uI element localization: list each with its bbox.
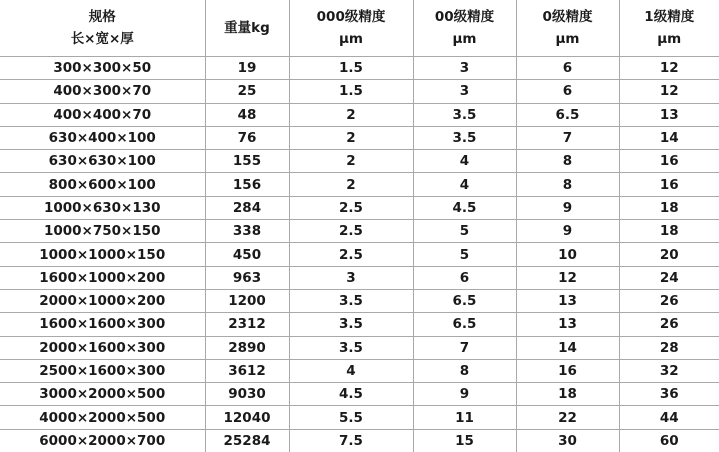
cell-grade-0: 16	[516, 359, 619, 382]
cell-grade-1: 26	[619, 313, 719, 336]
cell-grade-1: 12	[619, 57, 719, 80]
cell-weight: 25284	[205, 429, 289, 452]
table-row	[0, 103, 719, 126]
cell-grade-00: 6	[413, 266, 516, 289]
cell-grade-1: 28	[619, 336, 719, 359]
cell-grade-1: 16	[619, 173, 719, 196]
cell-spec: 1600×1600×300	[0, 313, 205, 336]
header-grade-0	[516, 0, 619, 57]
cell-grade-0: 7	[516, 126, 619, 149]
cell-grade-0: 18	[516, 383, 619, 406]
cell-grade-0: 10	[516, 243, 619, 266]
cell-weight: 12040	[205, 406, 289, 429]
cell-weight: 963	[205, 266, 289, 289]
table-row	[0, 383, 719, 406]
cell-grade-000: 2	[289, 173, 413, 196]
cell-spec: 300×300×50	[0, 57, 205, 80]
header-grade-00-unit: μm	[452, 31, 477, 47]
cell-weight: 9030	[205, 383, 289, 406]
cell-grade-00: 15	[413, 429, 516, 452]
cell-grade-000: 2.5	[289, 220, 413, 243]
cell-spec: 2500×1600×300	[0, 359, 205, 382]
cell-grade-000: 1.5	[289, 57, 413, 80]
cell-grade-0: 30	[516, 429, 619, 452]
cell-grade-00: 7	[413, 336, 516, 359]
header-weight	[205, 0, 289, 57]
cell-grade-000: 1.5	[289, 80, 413, 103]
table-row	[0, 313, 719, 336]
header-grade-000-unit: μm	[338, 31, 363, 47]
cell-grade-00: 3.5	[413, 126, 516, 149]
header-grade-00	[413, 0, 516, 57]
table-row	[0, 80, 719, 103]
header-spec-line1: 规格	[88, 9, 116, 25]
cell-spec: 630×630×100	[0, 150, 205, 173]
cell-grade-1: 32	[619, 359, 719, 382]
cell-grade-1: 44	[619, 406, 719, 429]
cell-grade-1: 60	[659, 432, 679, 449]
cell-grade-000: 5.5	[289, 406, 413, 429]
table-row	[0, 57, 719, 80]
table-row	[0, 336, 719, 359]
cell-grade-0: 13	[516, 313, 619, 336]
cell-weight: 156	[205, 173, 289, 196]
cell-grade-0: 22	[516, 406, 619, 429]
cell-spec: 4000×2000×500	[0, 406, 205, 429]
cell-weight: 1200	[205, 289, 289, 312]
table-row	[0, 266, 719, 289]
cell-weight: 2890	[205, 336, 289, 359]
cell-grade-00: 5	[413, 220, 516, 243]
table-row	[0, 243, 719, 266]
cell-weight: 284	[205, 196, 289, 219]
cell-grade-000: 2	[289, 103, 413, 126]
cell-grade-000: 2	[289, 126, 413, 149]
cell-grade-00: 3.5	[413, 103, 516, 126]
cell-grade-1: 14	[619, 126, 719, 149]
cell-grade-1: 16	[619, 150, 719, 173]
cell-grade-0: 12	[516, 266, 619, 289]
cell-grade-00: 6.5	[413, 313, 516, 336]
cell-grade-00: 3	[413, 80, 516, 103]
cell-grade-00: 3	[413, 57, 516, 80]
cell-grade-0: 9	[516, 196, 619, 219]
cell-spec: 1000×750×150	[0, 220, 205, 243]
cell-grade-1: 20	[619, 243, 719, 266]
cell-weight: 48	[205, 103, 289, 126]
cell-weight: 76	[205, 126, 289, 149]
cell-grade-000: 2.5	[289, 243, 413, 266]
cell-grade-1: 13	[619, 103, 719, 126]
header-row	[0, 0, 719, 57]
header-grade-0-unit: μm	[555, 31, 580, 47]
header-grade-1	[619, 0, 719, 57]
cell-grade-00: 4	[413, 150, 516, 173]
cell-weight: 338	[205, 220, 289, 243]
cell-grade-00: 11	[413, 406, 516, 429]
cell-grade-1: 36	[619, 383, 719, 406]
header-grade-0-label: 0级精度	[542, 9, 593, 25]
table-row	[0, 429, 719, 452]
table-row	[0, 359, 719, 382]
cell-grade-0: 8	[516, 150, 619, 173]
cell-grade-000: 2.5	[289, 196, 413, 219]
cell-weight: 2312	[205, 313, 289, 336]
table-header	[0, 0, 719, 57]
cell-grade-00: 5	[413, 243, 516, 266]
cell-grade-00: 4.5	[413, 196, 516, 219]
cell-grade-000: 3.5	[289, 289, 413, 312]
cell-grade-0: 9	[516, 220, 619, 243]
cell-grade-00: 9	[413, 383, 516, 406]
header-grade-000	[289, 0, 413, 57]
cell-grade-00: 4	[413, 173, 516, 196]
cell-spec: 1600×1000×200	[0, 266, 205, 289]
cell-grade-1: 18	[619, 220, 719, 243]
cell-spec: 1000×630×130	[0, 196, 205, 219]
cell-weight: 25	[205, 80, 289, 103]
cell-spec: 1000×1000×150	[0, 243, 205, 266]
cell-weight: 450	[205, 243, 289, 266]
table-row	[0, 126, 719, 149]
cell-spec: 2000×1600×300	[0, 336, 205, 359]
header-grade-000-label: 000级精度	[316, 9, 386, 25]
header-grade-1-unit: μm	[657, 31, 682, 47]
cell-grade-1: 18	[619, 196, 719, 219]
cell-grade-0: 13	[516, 289, 619, 312]
cell-grade-00: 6.5	[413, 289, 516, 312]
cell-spec: 3000×2000×500	[0, 383, 205, 406]
cell-spec: 400×400×70	[0, 103, 205, 126]
header-spec	[0, 0, 205, 57]
cell-grade-000: 2	[289, 150, 413, 173]
table-body	[0, 57, 719, 452]
cell-grade-000: 7.5	[289, 429, 413, 452]
header-weight-label: 重量kg	[224, 20, 270, 36]
cell-grade-000: 3	[289, 266, 413, 289]
header-grade-1-label: 1级精度	[644, 9, 695, 25]
cell-weight: 155	[205, 150, 289, 173]
cell-spec: 2000×1000×200	[0, 289, 205, 312]
cell-grade-1: 24	[619, 266, 719, 289]
table-row	[0, 406, 719, 429]
cell-grade-000: 4	[289, 359, 413, 382]
cell-grade-0: 14	[516, 336, 619, 359]
cell-grade-0: 8	[516, 173, 619, 196]
cell-grade-000: 4.5	[289, 383, 413, 406]
table-row	[0, 289, 719, 312]
table-row	[0, 173, 719, 196]
cell-weight: 19	[205, 57, 289, 80]
cell-grade-0: 6	[516, 80, 619, 103]
cell-spec: 630×400×100	[0, 126, 205, 149]
cell-grade-0: 6	[516, 57, 619, 80]
cell-grade-1: 12	[619, 80, 719, 103]
cell-spec: 6000×2000×700	[0, 429, 205, 452]
table-row	[0, 196, 719, 219]
cell-grade-00: 8	[413, 359, 516, 382]
header-spec-line2: 长×宽×厚	[70, 31, 134, 47]
cell-weight: 3612	[205, 359, 289, 382]
cell-grade-000: 3.5	[289, 313, 413, 336]
table-row	[0, 220, 719, 243]
table-row	[0, 150, 719, 173]
cell-spec: 400×300×70	[0, 80, 205, 103]
cell-grade-000: 3.5	[289, 336, 413, 359]
cell-grade-0: 6.5	[516, 103, 619, 126]
header-grade-00-label: 00级精度	[434, 9, 495, 25]
cell-spec: 800×600×100	[0, 173, 205, 196]
cell-grade-1: 26	[619, 289, 719, 312]
